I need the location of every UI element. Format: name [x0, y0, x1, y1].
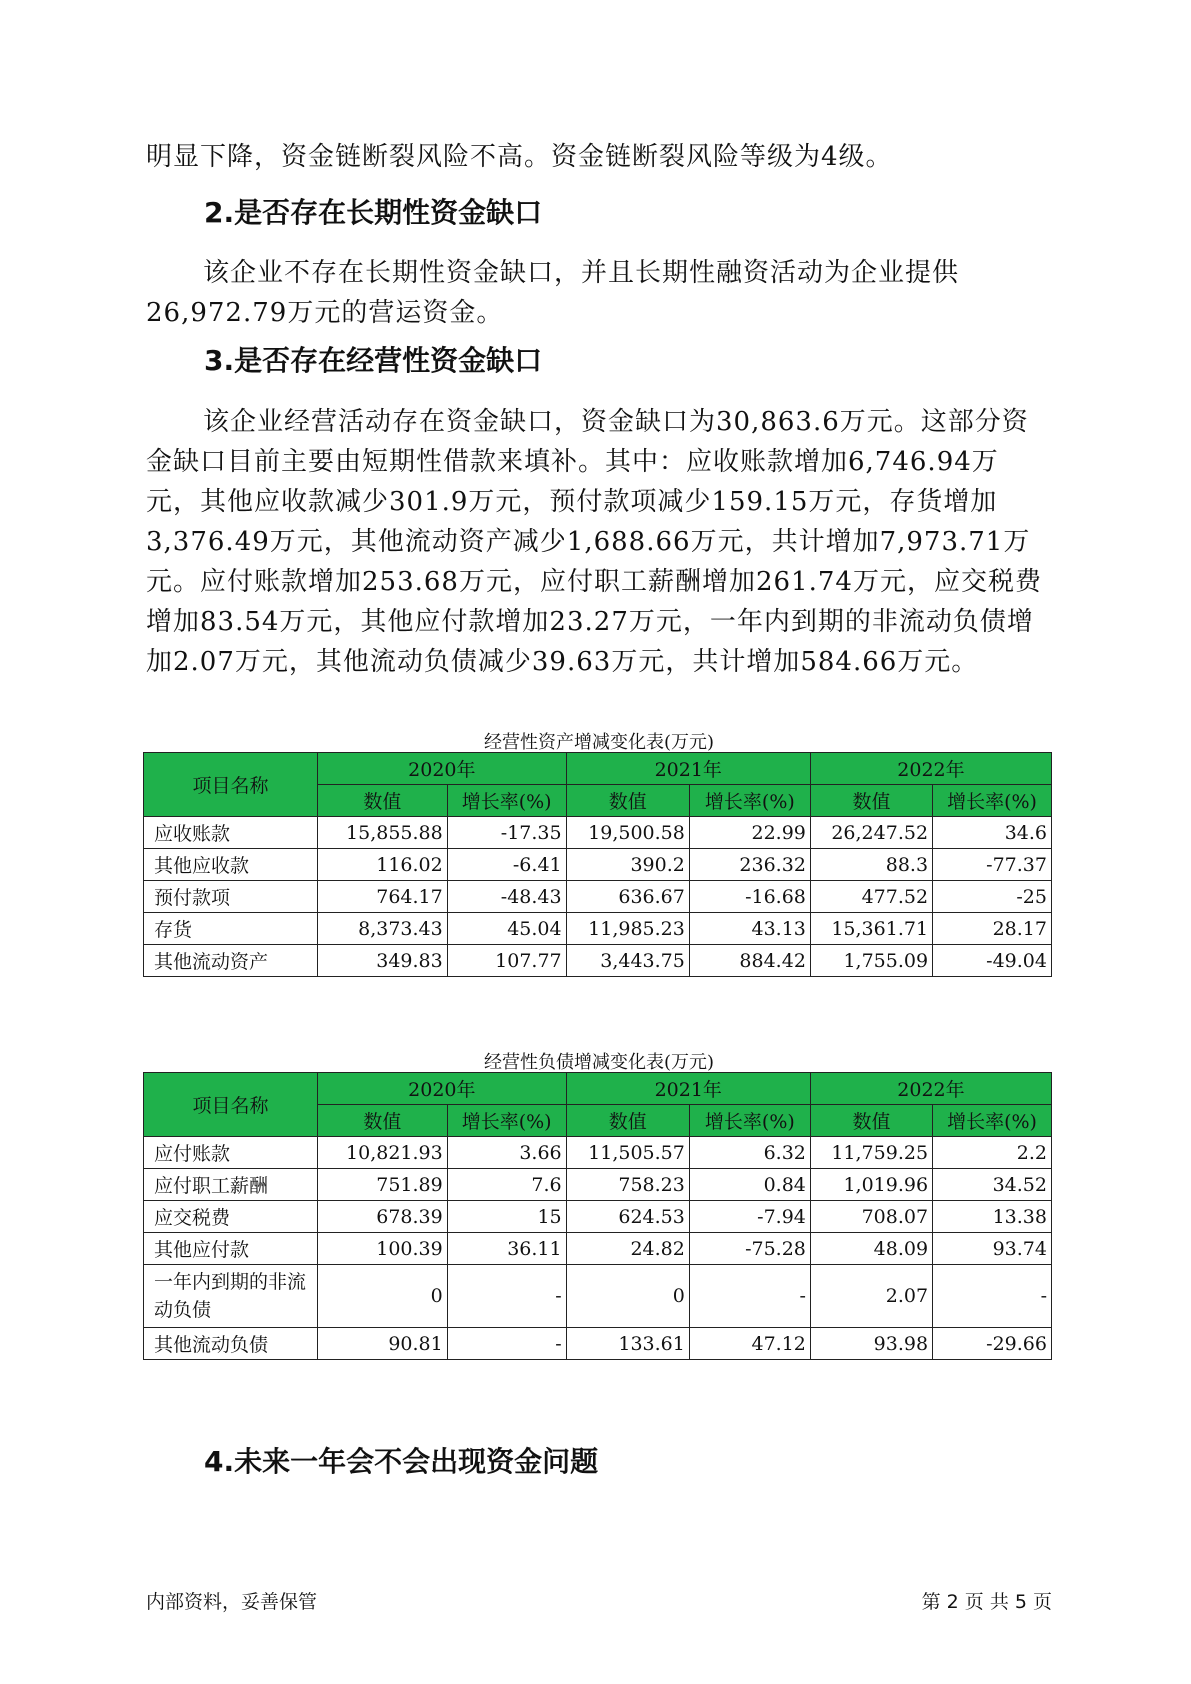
cell-value: 2.07	[810, 1265, 932, 1328]
cell-value: 764.17	[318, 881, 448, 913]
header-value: 数值	[566, 1105, 689, 1137]
cell-rate: 3.66	[447, 1137, 566, 1169]
heading-next-year-funding: 4.未来一年会不会出现资金问题	[204, 1445, 599, 1478]
row-label: 一年内到期的非流动负债	[144, 1265, 318, 1328]
header-growth-rate: 增长率(%)	[933, 1105, 1052, 1137]
header-growth-rate: 增长率(%)	[689, 785, 810, 817]
header-value: 数值	[318, 1105, 448, 1137]
cell-rate: 884.42	[689, 945, 810, 977]
cell-value: 93.98	[810, 1328, 932, 1360]
cell-value: 15,855.88	[318, 817, 448, 849]
cell-value: 477.52	[810, 881, 932, 913]
cell-rate: -6.41	[447, 849, 566, 881]
header-value: 数值	[566, 785, 689, 817]
table-operating-liabilities	[143, 1072, 1052, 1360]
cell-value: 1,019.96	[810, 1169, 932, 1201]
cell-rate: 2.2	[933, 1137, 1052, 1169]
cell-rate: 36.11	[447, 1233, 566, 1265]
cell-value: 11,505.57	[566, 1137, 689, 1169]
header-growth-rate: 增长率(%)	[689, 1105, 810, 1137]
table-row	[144, 1233, 1052, 1265]
cell-value: 0	[566, 1265, 689, 1328]
cell-value: 758.23	[566, 1169, 689, 1201]
cell-value: 1,755.09	[810, 945, 932, 977]
cell-value: 349.83	[318, 945, 448, 977]
cell-value: 15,361.71	[810, 913, 932, 945]
cell-value: 678.39	[318, 1201, 448, 1233]
cell-rate: -16.68	[689, 881, 810, 913]
row-label: 应付职工薪酬	[144, 1169, 318, 1201]
cell-rate: -25	[933, 881, 1052, 913]
row-label: 预付款项	[144, 881, 318, 913]
cell-rate: 93.74	[933, 1233, 1052, 1265]
cell-rate: 13.38	[933, 1201, 1052, 1233]
cell-value: 3,443.75	[566, 945, 689, 977]
cell-rate: 28.17	[933, 913, 1052, 945]
table-operating-assets	[143, 752, 1052, 977]
cell-value: 11,759.25	[810, 1137, 932, 1169]
cell-value: 751.89	[318, 1169, 448, 1201]
cell-value: 10,821.93	[318, 1137, 448, 1169]
cell-rate: -49.04	[933, 945, 1052, 977]
cell-value: 48.09	[810, 1233, 932, 1265]
cell-rate: 6.32	[689, 1137, 810, 1169]
cell-rate: -17.35	[447, 817, 566, 849]
cell-value: 8,373.43	[318, 913, 448, 945]
row-label: 其他流动资产	[144, 945, 318, 977]
cell-rate: -	[447, 1265, 566, 1328]
cell-rate: -48.43	[447, 881, 566, 913]
paragraph-operating-gap: 该企业经营活动存在资金缺口，资金缺口为30,863.6万元。这部分资金缺口目前主要由短期性借款来填补。其中：应收账款增加6,746.94万元，其他应收款减少301.9万元，预付款项减少159.15万元，存货增加3,376.49万元，其他流动资产减少1,688.66万元，共计增加7,973.71万元。应付账款增加253.68万元，应付职工薪酬增加261.74万元，应交税费增加83.54万元，其他应付款增加23.27万元，一年内到期的非流动负债增加2.07万元，其他流动负债减少39.63万元，共计增加584.66万元。	[146, 407, 1042, 677]
header-year: 2020年	[318, 1073, 567, 1105]
table-caption-liabilities: 经营性负债增减变化表(万元)	[483, 1052, 715, 1073]
cell-rate: -77.37	[933, 849, 1052, 881]
cell-rate: 236.32	[689, 849, 810, 881]
header-year: 2020年	[318, 753, 567, 785]
cell-value: 24.82	[566, 1233, 689, 1265]
cell-rate: 0.84	[689, 1169, 810, 1201]
header-growth-rate: 增长率(%)	[447, 1105, 566, 1137]
cell-rate: 107.77	[447, 945, 566, 977]
header-item-name: 项目名称	[144, 753, 318, 817]
cell-rate: 7.6	[447, 1169, 566, 1201]
cell-value: 0	[318, 1265, 448, 1328]
row-label: 其他流动负债	[144, 1328, 318, 1360]
table-row	[144, 817, 1052, 849]
cell-value: 624.53	[566, 1201, 689, 1233]
cell-rate: 45.04	[447, 913, 566, 945]
header-growth-rate: 增长率(%)	[447, 785, 566, 817]
cell-rate: 47.12	[689, 1328, 810, 1360]
table-row	[144, 1169, 1052, 1201]
table-row	[144, 913, 1052, 945]
header-value: 数值	[318, 785, 448, 817]
table-row	[144, 881, 1052, 913]
header-value: 数值	[810, 785, 932, 817]
cell-value: 636.67	[566, 881, 689, 913]
heading-long-term-gap: 2.是否存在长期性资金缺口	[204, 196, 543, 229]
cell-rate: -	[933, 1265, 1052, 1328]
cell-rate: -29.66	[933, 1328, 1052, 1360]
cell-value: 116.02	[318, 849, 448, 881]
paragraph-risk-summary: 明显下降，资金链断裂风险不高。资金链断裂风险等级为4级。	[146, 142, 893, 172]
cell-value: 90.81	[318, 1328, 448, 1360]
cell-rate: -75.28	[689, 1233, 810, 1265]
cell-value: 100.39	[318, 1233, 448, 1265]
cell-rate: 43.13	[689, 913, 810, 945]
cell-rate: 15	[447, 1201, 566, 1233]
table-row	[144, 945, 1052, 977]
row-label: 其他应付款	[144, 1233, 318, 1265]
footer-page-number: 第 2 页 共 5 页	[921, 1591, 1052, 1613]
table-row	[144, 1265, 1052, 1328]
row-label: 应付账款	[144, 1137, 318, 1169]
footer-confidential-note: 内部资料，妥善保管	[146, 1591, 318, 1613]
header-year: 2022年	[810, 753, 1051, 785]
table-row	[144, 1137, 1052, 1169]
header-year: 2021年	[566, 1073, 810, 1105]
cell-value: 133.61	[566, 1328, 689, 1360]
table-row	[144, 849, 1052, 881]
row-label: 其他应收款	[144, 849, 318, 881]
table-row	[144, 1201, 1052, 1233]
paragraph-long-term-gap: 该企业不存在长期性资金缺口，并且长期性融资活动为企业提供26,972.79万元的营运资金。	[146, 258, 960, 328]
header-growth-rate: 增长率(%)	[933, 785, 1052, 817]
header-value: 数值	[810, 1105, 932, 1137]
row-label: 应交税费	[144, 1201, 318, 1233]
cell-value: 26,247.52	[810, 817, 932, 849]
cell-rate: 34.6	[933, 817, 1052, 849]
row-label: 应收账款	[144, 817, 318, 849]
cell-value: 19,500.58	[566, 817, 689, 849]
cell-rate: -	[447, 1328, 566, 1360]
table-row	[144, 1328, 1052, 1360]
cell-rate: 22.99	[689, 817, 810, 849]
heading-operating-gap: 3.是否存在经营性资金缺口	[204, 344, 543, 377]
header-year: 2022年	[810, 1073, 1051, 1105]
cell-value: 88.3	[810, 849, 932, 881]
header-year: 2021年	[566, 753, 810, 785]
row-label: 存货	[144, 913, 318, 945]
cell-value: 708.07	[810, 1201, 932, 1233]
cell-value: 11,985.23	[566, 913, 689, 945]
header-item-name: 项目名称	[144, 1073, 318, 1137]
cell-rate: -	[689, 1265, 810, 1328]
cell-rate: 34.52	[933, 1169, 1052, 1201]
cell-rate: -7.94	[689, 1201, 810, 1233]
cell-value: 390.2	[566, 849, 689, 881]
table-caption-assets: 经营性资产增减变化表(万元)	[483, 732, 715, 753]
